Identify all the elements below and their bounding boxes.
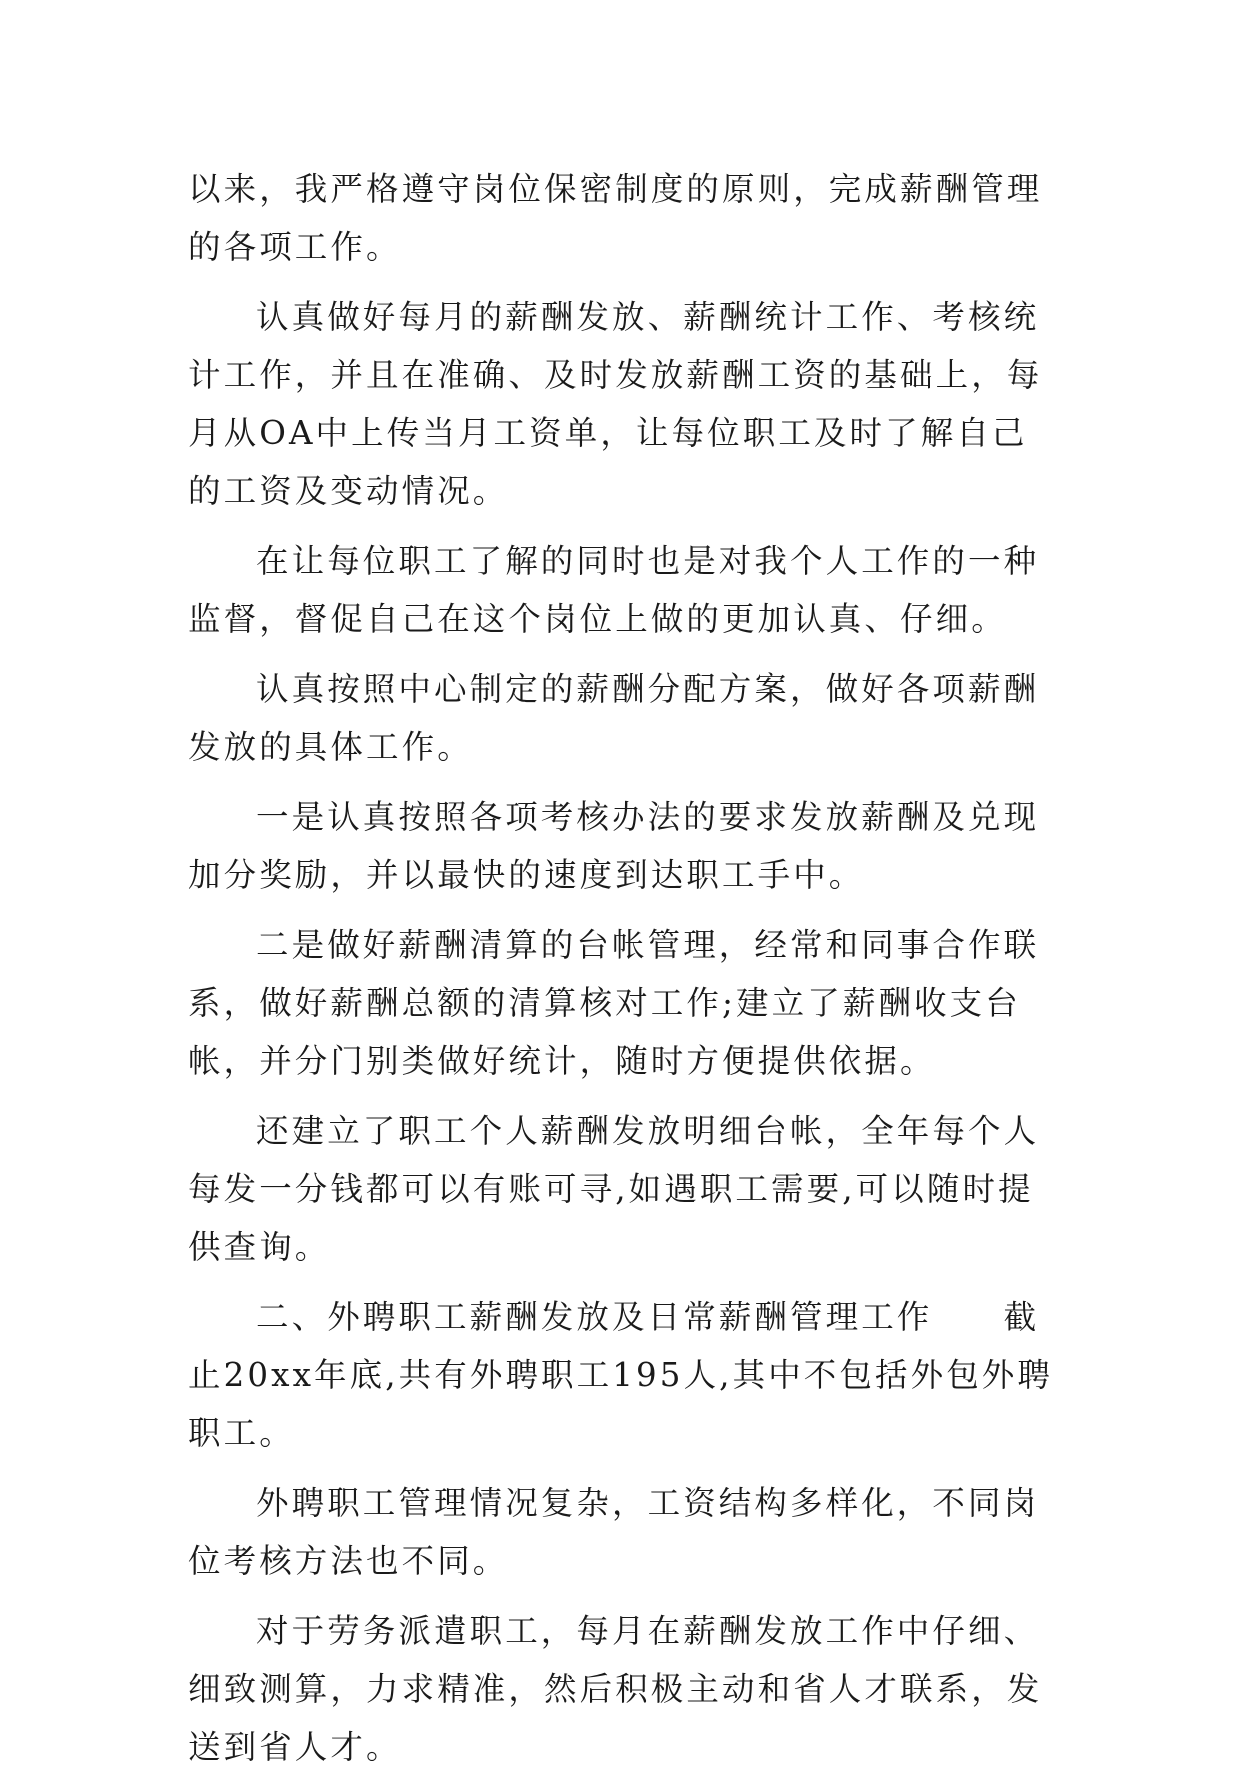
paragraph-7: 还建立了职工个人薪酬发放明细台帐，全年每个人每发一分钱都可以有账可寻,如遇职工需要,可以随时提供查询。	[188, 1112, 1040, 1266]
paragraph-2: 认真做好每月的薪酬发放、薪酬统计工作、考核统计工作，并且在准确、及时发放薪酬工资的基础上，每月从OA中上传当月工资单，让每位职工及时了解自己的工资及变动情况。	[188, 298, 1043, 510]
paragraph-8: 二、外聘职工薪酬发放及日常薪酬管理工作 截止20xx年底,共有外聘职工195人,其中不包括外包外聘职工。	[188, 1298, 1054, 1452]
paragraph-4: 认真按照中心制定的薪酬分配方案，做好各项薪酬发放的具体工作。	[188, 670, 1040, 766]
document-body	[188, 160, 1058, 1788]
paragraph-10: 对于劳务派遣职工，每月在薪酬发放工作中仔细、细致测算，力求精准，然后积极主动和省人才联系，发送到省人才。	[188, 1612, 1043, 1766]
paragraph-6: 二是做好薪酬清算的台帐管理，经常和同事合作联系，做好薪酬总额的清算核对工作;建立了薪酬收支台帐，并分门别类做好统计，随时方便提供依据。	[188, 926, 1040, 1080]
paragraph-9: 外聘职工管理情况复杂，工资结构多样化，不同岗位考核方法也不同。	[188, 1484, 1040, 1580]
paragraph-1: 以来，我严格遵守岗位保密制度的原则，完成薪酬管理的各项工作。	[188, 170, 1043, 266]
paragraph-5: 一是认真按照各项考核办法的要求发放薪酬及兑现加分奖励，并以最快的速度到达职工手中。	[188, 798, 1040, 894]
paragraph-3: 在让每位职工了解的同时也是对我个人工作的一种监督，督促自己在这个岗位上做的更加认真、仔细。	[188, 542, 1040, 638]
